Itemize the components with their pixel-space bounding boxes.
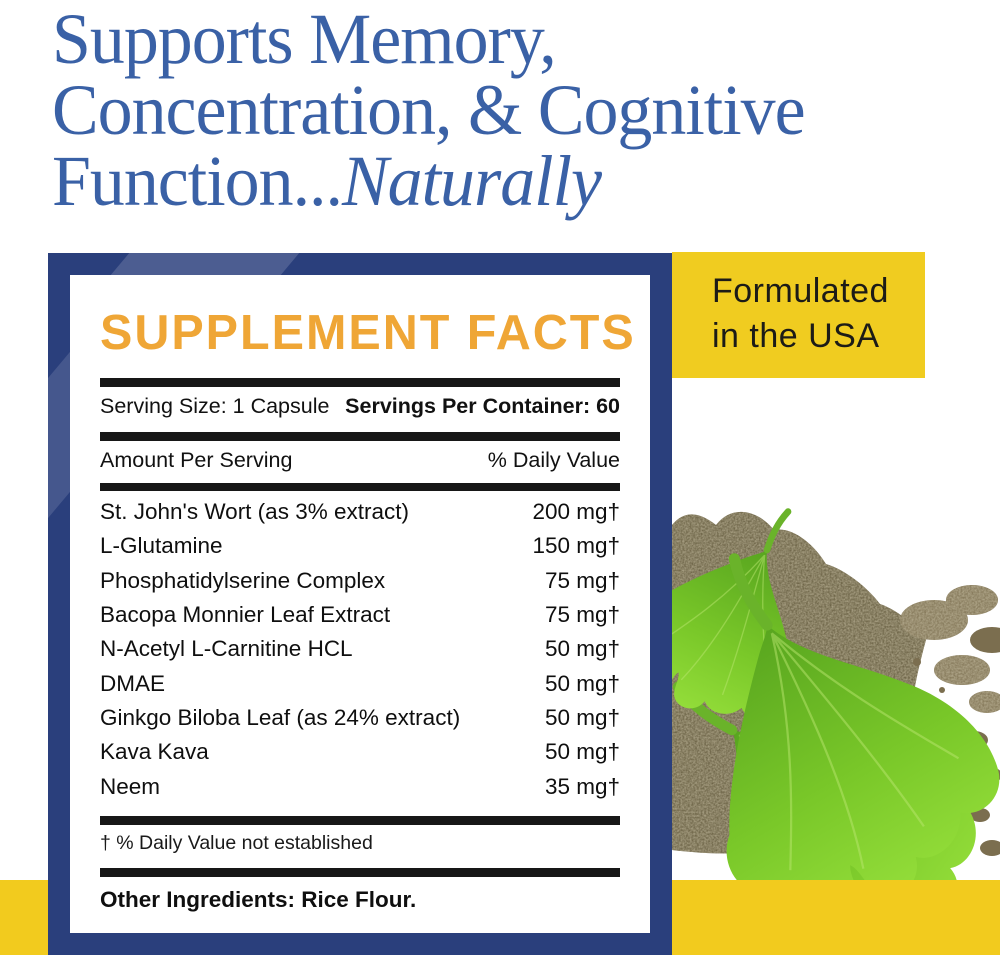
headline (52, 0, 805, 221)
serving-size-label: Serving Size: 1 Capsule (100, 394, 330, 418)
ingredient-amount: 50 mg† (544, 739, 620, 765)
table-row (100, 769, 620, 803)
ingredient-name: N-Acetyl L-Carnitine HCL (100, 636, 353, 662)
table-row (100, 666, 620, 700)
headline-line-3-italic: Naturally (342, 141, 602, 221)
amount-per-serving-header: Amount Per Serving (100, 448, 293, 472)
ingredient-amount: 50 mg† (544, 704, 620, 730)
divider-rule (100, 432, 620, 441)
ingredient-amount: 200 mg† (532, 499, 620, 525)
ingredient-name: St. John's Wort (as 3% extract) (100, 499, 409, 525)
ingredient-name: Neem (100, 773, 161, 799)
ingredient-name: Phosphatidylserine Complex (100, 567, 386, 593)
panel-title: SUPPLEMENT FACTS (100, 306, 636, 360)
servings-per-container-label: Servings Per Container: 60 (345, 394, 620, 418)
column-headers (100, 448, 620, 473)
headline-line-1: Supports Memory, (52, 0, 556, 79)
ingredient-amount: 50 mg† (544, 636, 620, 662)
badge-line-1: Formulated (712, 272, 889, 310)
formulated-badge (672, 252, 925, 378)
table-row (100, 495, 620, 529)
ingredient-amount: 150 mg† (532, 533, 620, 559)
supplement-facts-panel (48, 253, 672, 955)
divider-rule (100, 483, 620, 491)
daily-value-header: % Daily Value (487, 448, 620, 472)
ingredient-amount: 35 mg† (544, 773, 620, 799)
ingredient-name: Ginkgo Biloba Leaf (as 24% extract) (100, 704, 461, 730)
headline-line-3-regular: Function... (52, 141, 343, 221)
border-highlight-top (111, 253, 299, 275)
ingredient-table (100, 495, 620, 804)
table-row (100, 598, 620, 632)
ingredient-name: L-Glutamine (100, 533, 223, 559)
divider-rule (100, 816, 620, 825)
ingredient-amount: 50 mg† (544, 670, 620, 696)
headline-line-3 (52, 141, 805, 221)
border-highlight-left (48, 352, 70, 518)
ingredient-name: Bacopa Monnier Leaf Extract (100, 602, 391, 628)
daily-value-footnote: † % Daily Value not established (100, 832, 373, 854)
other-ingredients: Other Ingredients: Rice Flour. (100, 887, 417, 912)
table-row (100, 701, 620, 735)
table-row (100, 529, 620, 563)
badge-line-2: in the USA (712, 317, 880, 355)
ingredient-name: Kava Kava (100, 739, 209, 765)
table-row (100, 564, 620, 598)
table-row (100, 735, 620, 769)
ingredient-amount: 75 mg† (544, 602, 620, 628)
divider-rule (100, 868, 620, 877)
product-photo (672, 430, 1000, 880)
serving-line (100, 394, 620, 419)
table-row (100, 632, 620, 666)
ingredient-amount: 75 mg† (544, 567, 620, 593)
ingredient-name: DMAE (100, 670, 166, 696)
divider-rule (100, 378, 620, 387)
headline-line-2: Concentration, & Cognitive (52, 70, 805, 150)
